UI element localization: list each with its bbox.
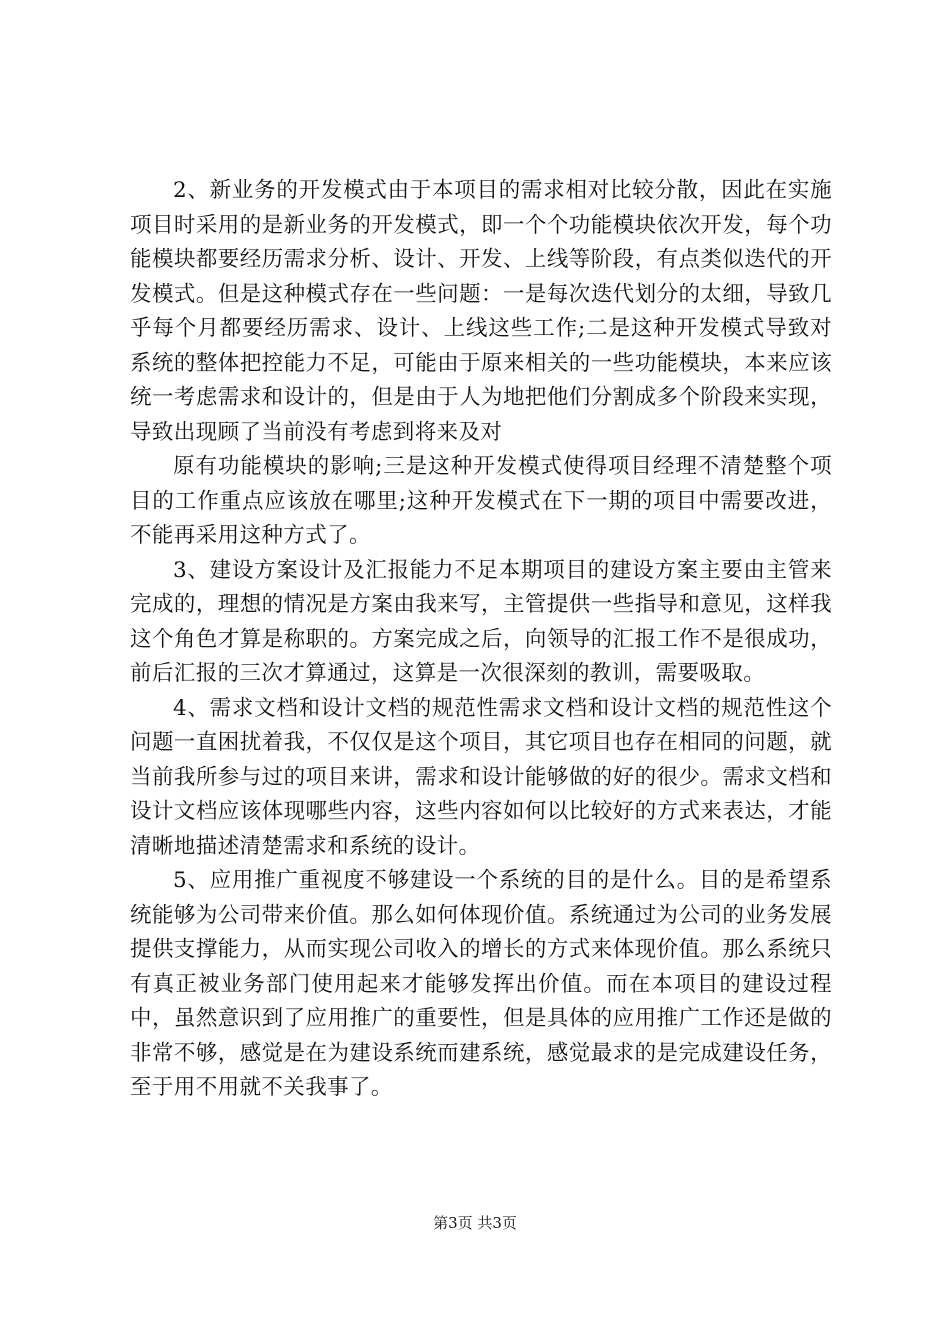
- paragraph-4: 4、需求文档和设计文档的规范性需求文档和设计文档的规范性这个问题一直困扰着我，不仅仅是这个项目，其它项目也存在相同的问题，就当前我所参与过的项目来讲，需求和设计能够做的好的很少。需求文档和设计文档应该体现哪些内容，这些内容如何以比较好的方式来表达，才能清晰地描述清楚需求和系统的设计。: [130, 695, 832, 859]
- page-footer: 第3页 共3页: [433, 1214, 517, 1232]
- paragraph-5: 5、应用推广重视度不够建设一个系统的目的是什么。目的是希望系统能够为公司带来价值。那么如何体现价值。系统通过为公司的业务发展提供支撑能力，从而实现公司收入的增长的方式来体现价值。那么系统只有真正被业务部门使用起来才能够发挥出价值。而在本项目的建设过程中，虽然意识到了应用推广的重要性，但是具体的应用推广工作还是做的非常不够，感觉是在为建设系统而建系统，感觉最求的是完成建设任务，至于用不用就不关我事了。: [130, 868, 832, 1100]
- paragraph-2: 原有功能模块的影响;三是这种开发模式使得项目经理不清楚整个项目的工作重点应该放在哪里;这种开发模式在下一期的项目中需要改进，不能再采用这种方式了。: [130, 454, 832, 548]
- paragraph-3: 3、建设方案设计及汇报能力不足本期项目的建设方案主要由主管来完成的，理想的情况是方案由我来写，主管提供一些指导和意见，这样我这个角色才算是称职的。方案完成之后，向领导的汇报工作不是很成功，前后汇报的三次才算通过，这算是一次很深刻的教训，需要吸取。: [130, 557, 832, 686]
- paragraph-1: 2、新业务的开发模式由于本项目的需求相对比较分散，因此在实施项目时采用的是新业务的开发模式，即一个个功能模块依次开发，每个功能模块都要经历需求分析、设计、开发、上线等阶段，有点类似迭代的开发模式。但是这种模式存在一些问题：一是每次迭代划分的太细，导致几乎每个月都要经历需求、设计、上线这些工作;二是这种开发模式导致对系统的整体把控能力不足，可能由于原来相关的一些功能模块，本来应该统一考虑需求和设计的，但是由于人为地把他们分割成多个阶段来实现，导致出现顾了当前没有考虑到将来及对: [130, 178, 832, 445]
- document-body: [130, 174, 832, 1106]
